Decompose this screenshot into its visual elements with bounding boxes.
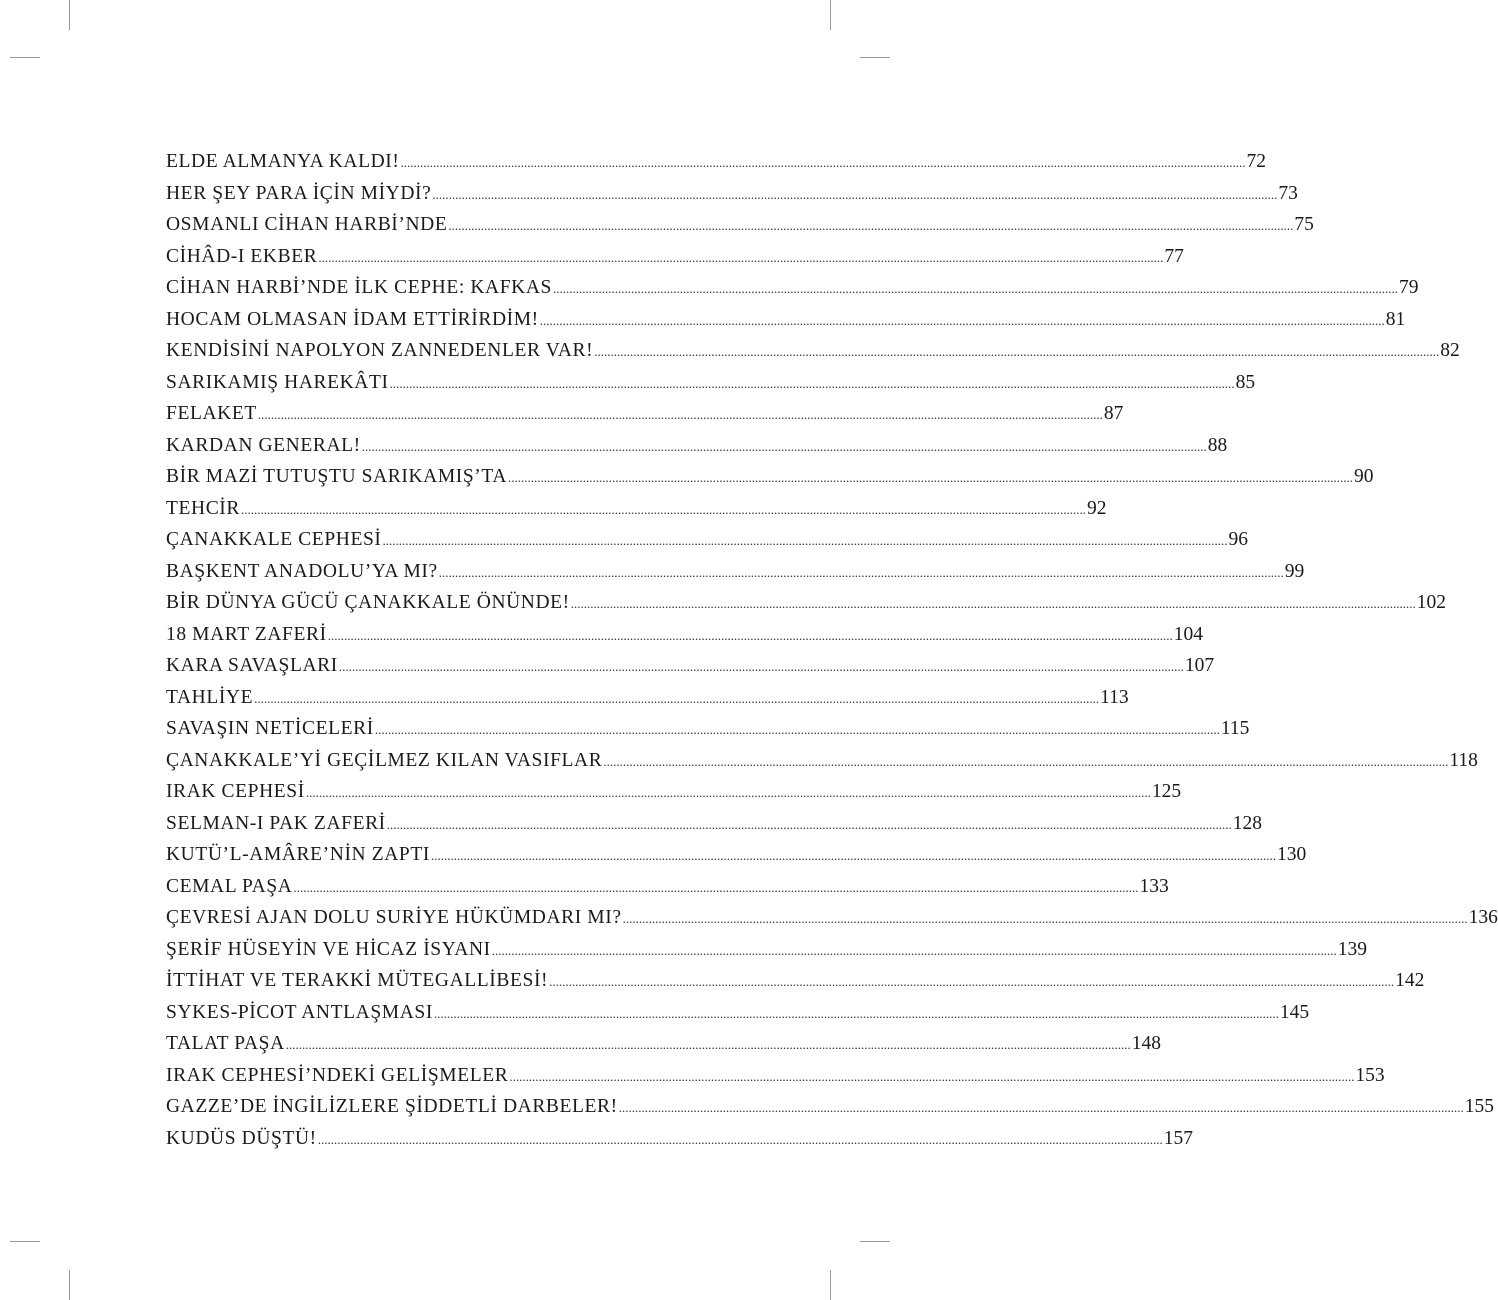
toc-entry-page-number: 104 bbox=[1173, 623, 1203, 645]
toc-entry-title: ÇEVRESİ AJAN DOLU SURİYE HÜKÜMDARI MI? bbox=[166, 907, 622, 928]
toc-entry-page-number: 139 bbox=[1337, 938, 1367, 960]
toc-entry-page-number: 88 bbox=[1207, 434, 1228, 456]
toc-entry bbox=[166, 524, 1248, 556]
toc-entry-title: BİR MAZİ TUTUŞTU SARIKAMIŞ’TA bbox=[166, 466, 508, 487]
toc-entry-page-number: 73 bbox=[1278, 182, 1298, 204]
crop-mark-right-bottom bbox=[860, 1241, 890, 1242]
toc-entry-title: İTTİHAT VE TERAKKİ MÜTEGALLİBESİ! bbox=[166, 970, 549, 991]
toc-entry-page-number: 125 bbox=[1151, 781, 1182, 802]
dot-leader: .................................................................................................................................................................................................................................................................... bbox=[338, 659, 1184, 674]
crop-mark-bottom-right bbox=[830, 1270, 831, 1300]
crop-mark-left-top bbox=[10, 57, 40, 58]
dot-leader: .................................................................................................................................................................................................................................................................... bbox=[618, 1100, 1464, 1115]
dot-leader: .................................................................................................................................................................................................................................................................... bbox=[241, 501, 1087, 517]
toc-entry bbox=[166, 1091, 1495, 1123]
toc-entry bbox=[166, 650, 1215, 682]
toc-entry-page-number: 102 bbox=[1416, 592, 1447, 613]
crop-mark-top-right bbox=[830, 0, 831, 30]
toc-entry bbox=[166, 808, 1263, 840]
toc-entry-page-number: 96 bbox=[1228, 529, 1248, 550]
toc-entry-title: KARA SAVAŞLARI bbox=[166, 655, 338, 676]
toc-entry bbox=[166, 304, 1406, 336]
toc-entry-page-number: 99 bbox=[1284, 560, 1305, 582]
toc-entry-title: CEMAL PAŞA bbox=[166, 875, 293, 897]
toc-entry bbox=[166, 965, 1425, 997]
toc-entry bbox=[166, 587, 1447, 619]
toc-entry-page-number: 136 bbox=[1468, 907, 1498, 928]
toc-entry-title: 18 MART ZAFERİ bbox=[166, 623, 327, 645]
dot-leader: .................................................................................................................................................................................................................................................................... bbox=[430, 848, 1276, 863]
crop-mark-left-bottom bbox=[10, 1241, 40, 1242]
crop-mark-bottom-left bbox=[69, 1270, 70, 1300]
dot-leader: .................................................................................................................................................................................................................................................................... bbox=[552, 281, 1398, 296]
dot-leader: .................................................................................................................................................................................................................................................................... bbox=[508, 470, 1354, 485]
dot-leader: .................................................................................................................................................................................................................................................................... bbox=[361, 438, 1207, 454]
toc-entry-page-number: 90 bbox=[1354, 466, 1374, 487]
dot-leader: .................................................................................................................................................................................................................................................................... bbox=[448, 218, 1294, 233]
toc-entry-title: CİHÂD-I EKBER bbox=[166, 245, 318, 267]
toc-entry-title: SAVAŞIN NETİCELERİ bbox=[166, 718, 374, 739]
toc-entry-title: KUDÜS DÜŞTÜ! bbox=[166, 1127, 317, 1149]
toc-entry-page-number: 79 bbox=[1398, 277, 1419, 298]
dot-leader: .................................................................................................................................................................................................................................................................... bbox=[539, 312, 1385, 328]
toc-entry-title: IRAK CEPHESİ bbox=[166, 781, 305, 802]
toc-entry-title: GAZZE’DE İNGİLİZLERE ŞİDDETLİ DARBELER! bbox=[166, 1096, 618, 1117]
toc-entry-page-number: 107 bbox=[1184, 655, 1215, 676]
dot-leader: .................................................................................................................................................................................................................................................................... bbox=[285, 1037, 1131, 1052]
toc-entry-page-number: 72 bbox=[1246, 151, 1266, 172]
toc-entry-title: BİR DÜNYA GÜCÜ ÇANAKKALE ÖNÜNDE! bbox=[166, 592, 570, 613]
dot-leader: .................................................................................................................................................................................................................................................................... bbox=[594, 344, 1440, 359]
dot-leader: .................................................................................................................................................................................................................................................................... bbox=[257, 407, 1103, 422]
toc-entry bbox=[166, 713, 1250, 745]
toc-entry-page-number: 155 bbox=[1464, 1096, 1495, 1117]
toc-entry-page-number: 77 bbox=[1164, 245, 1184, 267]
crop-mark-right-top bbox=[860, 57, 890, 58]
dot-leader: .................................................................................................................................................................................................................................................................... bbox=[438, 564, 1284, 580]
toc-entry-page-number: 157 bbox=[1163, 1127, 1193, 1149]
toc-entry-title: CİHAN HARBİ’NDE İLK CEPHE: KAFKAS bbox=[166, 277, 552, 298]
toc-entry bbox=[166, 398, 1124, 430]
toc-entry bbox=[166, 619, 1203, 651]
toc-entry bbox=[166, 1060, 1385, 1092]
toc-entry bbox=[166, 430, 1228, 462]
toc-entry bbox=[166, 839, 1307, 871]
dot-leader: .................................................................................................................................................................................................................................................................... bbox=[433, 1005, 1279, 1021]
toc-entry bbox=[166, 902, 1498, 934]
toc-entry-page-number: 92 bbox=[1087, 497, 1107, 519]
toc-entry-page-number: 153 bbox=[1355, 1064, 1385, 1086]
toc-entry-title: HER ŞEY PARA İÇİN MİYDİ? bbox=[166, 182, 432, 204]
toc-entry bbox=[166, 556, 1305, 588]
dot-leader: .................................................................................................................................................................................................................................................................... bbox=[293, 879, 1139, 895]
toc-entry bbox=[166, 209, 1314, 241]
toc-entry-title: TAHLİYE bbox=[166, 686, 254, 708]
toc-entry-title: BAŞKENT ANADOLU’YA MI? bbox=[166, 560, 438, 582]
toc-entry bbox=[166, 367, 1256, 399]
toc-entry-page-number: 85 bbox=[1235, 371, 1256, 393]
table-of-contents bbox=[166, 146, 1498, 1154]
dot-leader: .................................................................................................................................................................................................................................................................... bbox=[622, 911, 1468, 926]
dot-leader: .................................................................................................................................................................................................................................................................... bbox=[549, 974, 1395, 989]
toc-entry-title: SELMAN-I PAK ZAFERİ bbox=[166, 812, 386, 834]
toc-entry-title: ELDE ALMANYA KALDI! bbox=[166, 151, 400, 172]
toc-entry-title: FELAKET bbox=[166, 403, 257, 424]
dot-leader: .................................................................................................................................................................................................................................................................... bbox=[318, 249, 1164, 265]
dot-leader: .................................................................................................................................................................................................................................................................... bbox=[389, 375, 1235, 391]
toc-entry-title: KUTÜ’L-AMÂRE’NİN ZAPTI bbox=[166, 844, 430, 865]
toc-entry-title: TALAT PAŞA bbox=[166, 1033, 285, 1054]
dot-leader: .................................................................................................................................................................................................................................................................... bbox=[327, 627, 1173, 643]
toc-entry-page-number: 148 bbox=[1131, 1033, 1162, 1054]
crop-mark-top-left bbox=[69, 0, 70, 30]
dot-leader: .................................................................................................................................................................................................................................................................... bbox=[432, 186, 1278, 202]
toc-entry-page-number: 133 bbox=[1139, 875, 1169, 897]
toc-entry bbox=[166, 745, 1478, 777]
toc-entry bbox=[166, 241, 1184, 273]
toc-entry bbox=[166, 934, 1367, 966]
toc-entry-title: SARIKAMIŞ HAREKÂTI bbox=[166, 371, 389, 393]
toc-entry bbox=[166, 682, 1129, 714]
dot-leader: .................................................................................................................................................................................................................................................................... bbox=[400, 155, 1246, 170]
toc-entry-page-number: 87 bbox=[1103, 403, 1124, 424]
toc-entry-page-number: 142 bbox=[1395, 970, 1425, 991]
toc-entry bbox=[166, 146, 1266, 178]
dot-leader: .................................................................................................................................................................................................................................................................... bbox=[509, 1068, 1355, 1084]
toc-entry bbox=[166, 871, 1169, 903]
dot-leader: .................................................................................................................................................................................................................................................................... bbox=[603, 753, 1449, 769]
toc-entry bbox=[166, 272, 1419, 304]
toc-entry bbox=[166, 461, 1374, 493]
toc-entry-page-number: 81 bbox=[1385, 308, 1406, 330]
dot-leader: .................................................................................................................................................................................................................................................................... bbox=[491, 942, 1337, 958]
toc-entry-title: KARDAN GENERAL! bbox=[166, 434, 361, 456]
toc-entry bbox=[166, 178, 1298, 210]
toc-entry-title: ÇANAKKALE CEPHESİ bbox=[166, 529, 382, 550]
toc-entry bbox=[166, 1028, 1162, 1060]
dot-leader: .................................................................................................................................................................................................................................................................... bbox=[570, 596, 1416, 611]
toc-entry-title: HOCAM OLMASAN İDAM ETTİRİRDİM! bbox=[166, 308, 539, 330]
toc-entry-title: ÇANAKKALE’Yİ GEÇİLMEZ KILAN VASIFLAR bbox=[166, 749, 603, 771]
toc-entry-title: TEHCİR bbox=[166, 497, 241, 519]
toc-entry-page-number: 128 bbox=[1232, 812, 1263, 834]
toc-entry-page-number: 75 bbox=[1294, 214, 1314, 235]
toc-entry-page-number: 145 bbox=[1279, 1001, 1310, 1023]
toc-entry bbox=[166, 776, 1182, 808]
dot-leader: .................................................................................................................................................................................................................................................................... bbox=[254, 690, 1100, 706]
dot-leader: .................................................................................................................................................................................................................................................................... bbox=[305, 785, 1151, 800]
toc-entry-page-number: 113 bbox=[1100, 686, 1129, 708]
toc-entry-title: OSMANLI CİHAN HARBİ’NDE bbox=[166, 214, 448, 235]
toc-entry-page-number: 130 bbox=[1276, 844, 1307, 865]
toc-entry-page-number: 118 bbox=[1449, 749, 1478, 771]
toc-entry-title: KENDİSİNİ NAPOLYON ZANNEDENLER VAR! bbox=[166, 340, 594, 361]
dot-leader: .................................................................................................................................................................................................................................................................... bbox=[382, 533, 1228, 548]
toc-entry-page-number: 115 bbox=[1220, 718, 1250, 739]
toc-entry bbox=[166, 335, 1460, 367]
toc-entry-title: SYKES-PİCOT ANTLAŞMASI bbox=[166, 1001, 433, 1023]
toc-entry-title: ŞERİF HÜSEYİN VE HİCAZ İSYANI bbox=[166, 938, 491, 960]
dot-leader: .................................................................................................................................................................................................................................................................... bbox=[317, 1131, 1163, 1147]
toc-entry bbox=[166, 493, 1107, 525]
toc-entry bbox=[166, 1123, 1193, 1155]
toc-entry-title: IRAK CEPHESİ’NDEKİ GELİŞMELER bbox=[166, 1064, 509, 1086]
dot-leader: .................................................................................................................................................................................................................................................................... bbox=[386, 816, 1232, 832]
toc-entry bbox=[166, 997, 1310, 1029]
toc-entry-page-number: 82 bbox=[1440, 340, 1460, 361]
dot-leader: .................................................................................................................................................................................................................................................................... bbox=[374, 722, 1220, 737]
